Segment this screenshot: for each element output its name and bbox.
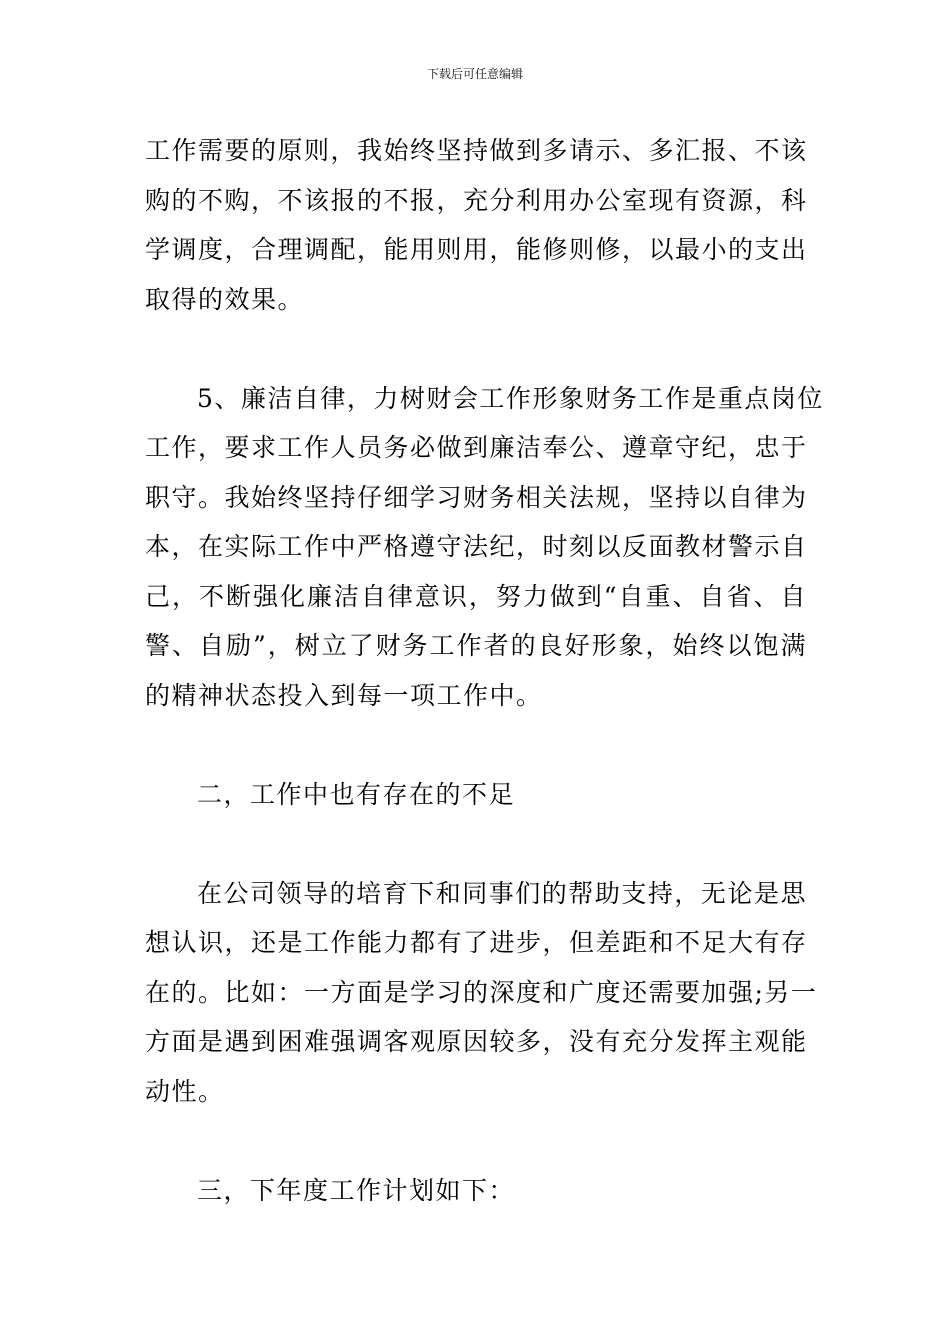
text-line: 本，在实际工作中严格遵守法纪，时刻以反面教材警示自 — [145, 532, 808, 561]
paragraph-integrity — [145, 374, 824, 721]
text-line: 学调度，合理调配，能用则用，能修则修，以最小的支出 — [145, 235, 808, 264]
text-line: 想认识，还是工作能力都有了进步，但差距和不足大有存 — [145, 928, 808, 957]
text-line: 工作，要求工作人员务必做到廉洁奉公、遵章守纪，忠于 — [145, 433, 808, 462]
paragraph-gap — [145, 720, 807, 770]
text-line: 警、自励”，树立了财务工作者的良好形象，始终以饱满 — [145, 631, 807, 660]
text-line: 方面是遇到困难强调客观原因较多，没有充分发挥主观能 — [145, 1027, 808, 1056]
paragraph-gap — [145, 1116, 807, 1166]
paragraph-shortcomings — [145, 869, 818, 1117]
text-line: 取得的效果。 — [145, 284, 305, 314]
document-body — [145, 126, 824, 1215]
text-line: 在公司领导的培育下和同事们的帮助支持，无论是思 — [197, 878, 807, 908]
text-line: 三，下年度工作计划如下： — [197, 1175, 516, 1205]
text-line: 5、廉洁自律，力树财会工作形象财务工作是重点岗位 — [197, 383, 824, 413]
text-line: 职守。我始终坚持仔细学习财务相关法规，坚持以自律为 — [145, 482, 808, 512]
text-line: 动性。 — [145, 1076, 225, 1106]
text-line: 工作需要的原则，我始终坚持做到多请示、多汇报、不该 — [145, 136, 808, 165]
text-line: 购的不购，不该报的不报，充分利用办公室现有资源，科 — [145, 185, 808, 215]
text-line: 的精神状态投入到每一项工作中。 — [145, 680, 543, 710]
page-header-note: 下载后可任意编辑 — [426, 67, 523, 81]
section-heading-shortcomings — [145, 770, 807, 820]
section-heading-plan — [145, 1166, 807, 1216]
text-line: 己，不断强化廉洁自律意识，努力做到“自重、自省、自 — [145, 581, 807, 611]
paragraph-cost-control — [145, 126, 807, 324]
paragraph-gap — [145, 324, 807, 374]
text-line: 二，工作中也有存在的不足 — [197, 779, 516, 809]
text-line: 在的。比如：一方面是学习的深度和广度还需要加强;另一 — [145, 977, 818, 1007]
paragraph-gap — [145, 819, 807, 869]
